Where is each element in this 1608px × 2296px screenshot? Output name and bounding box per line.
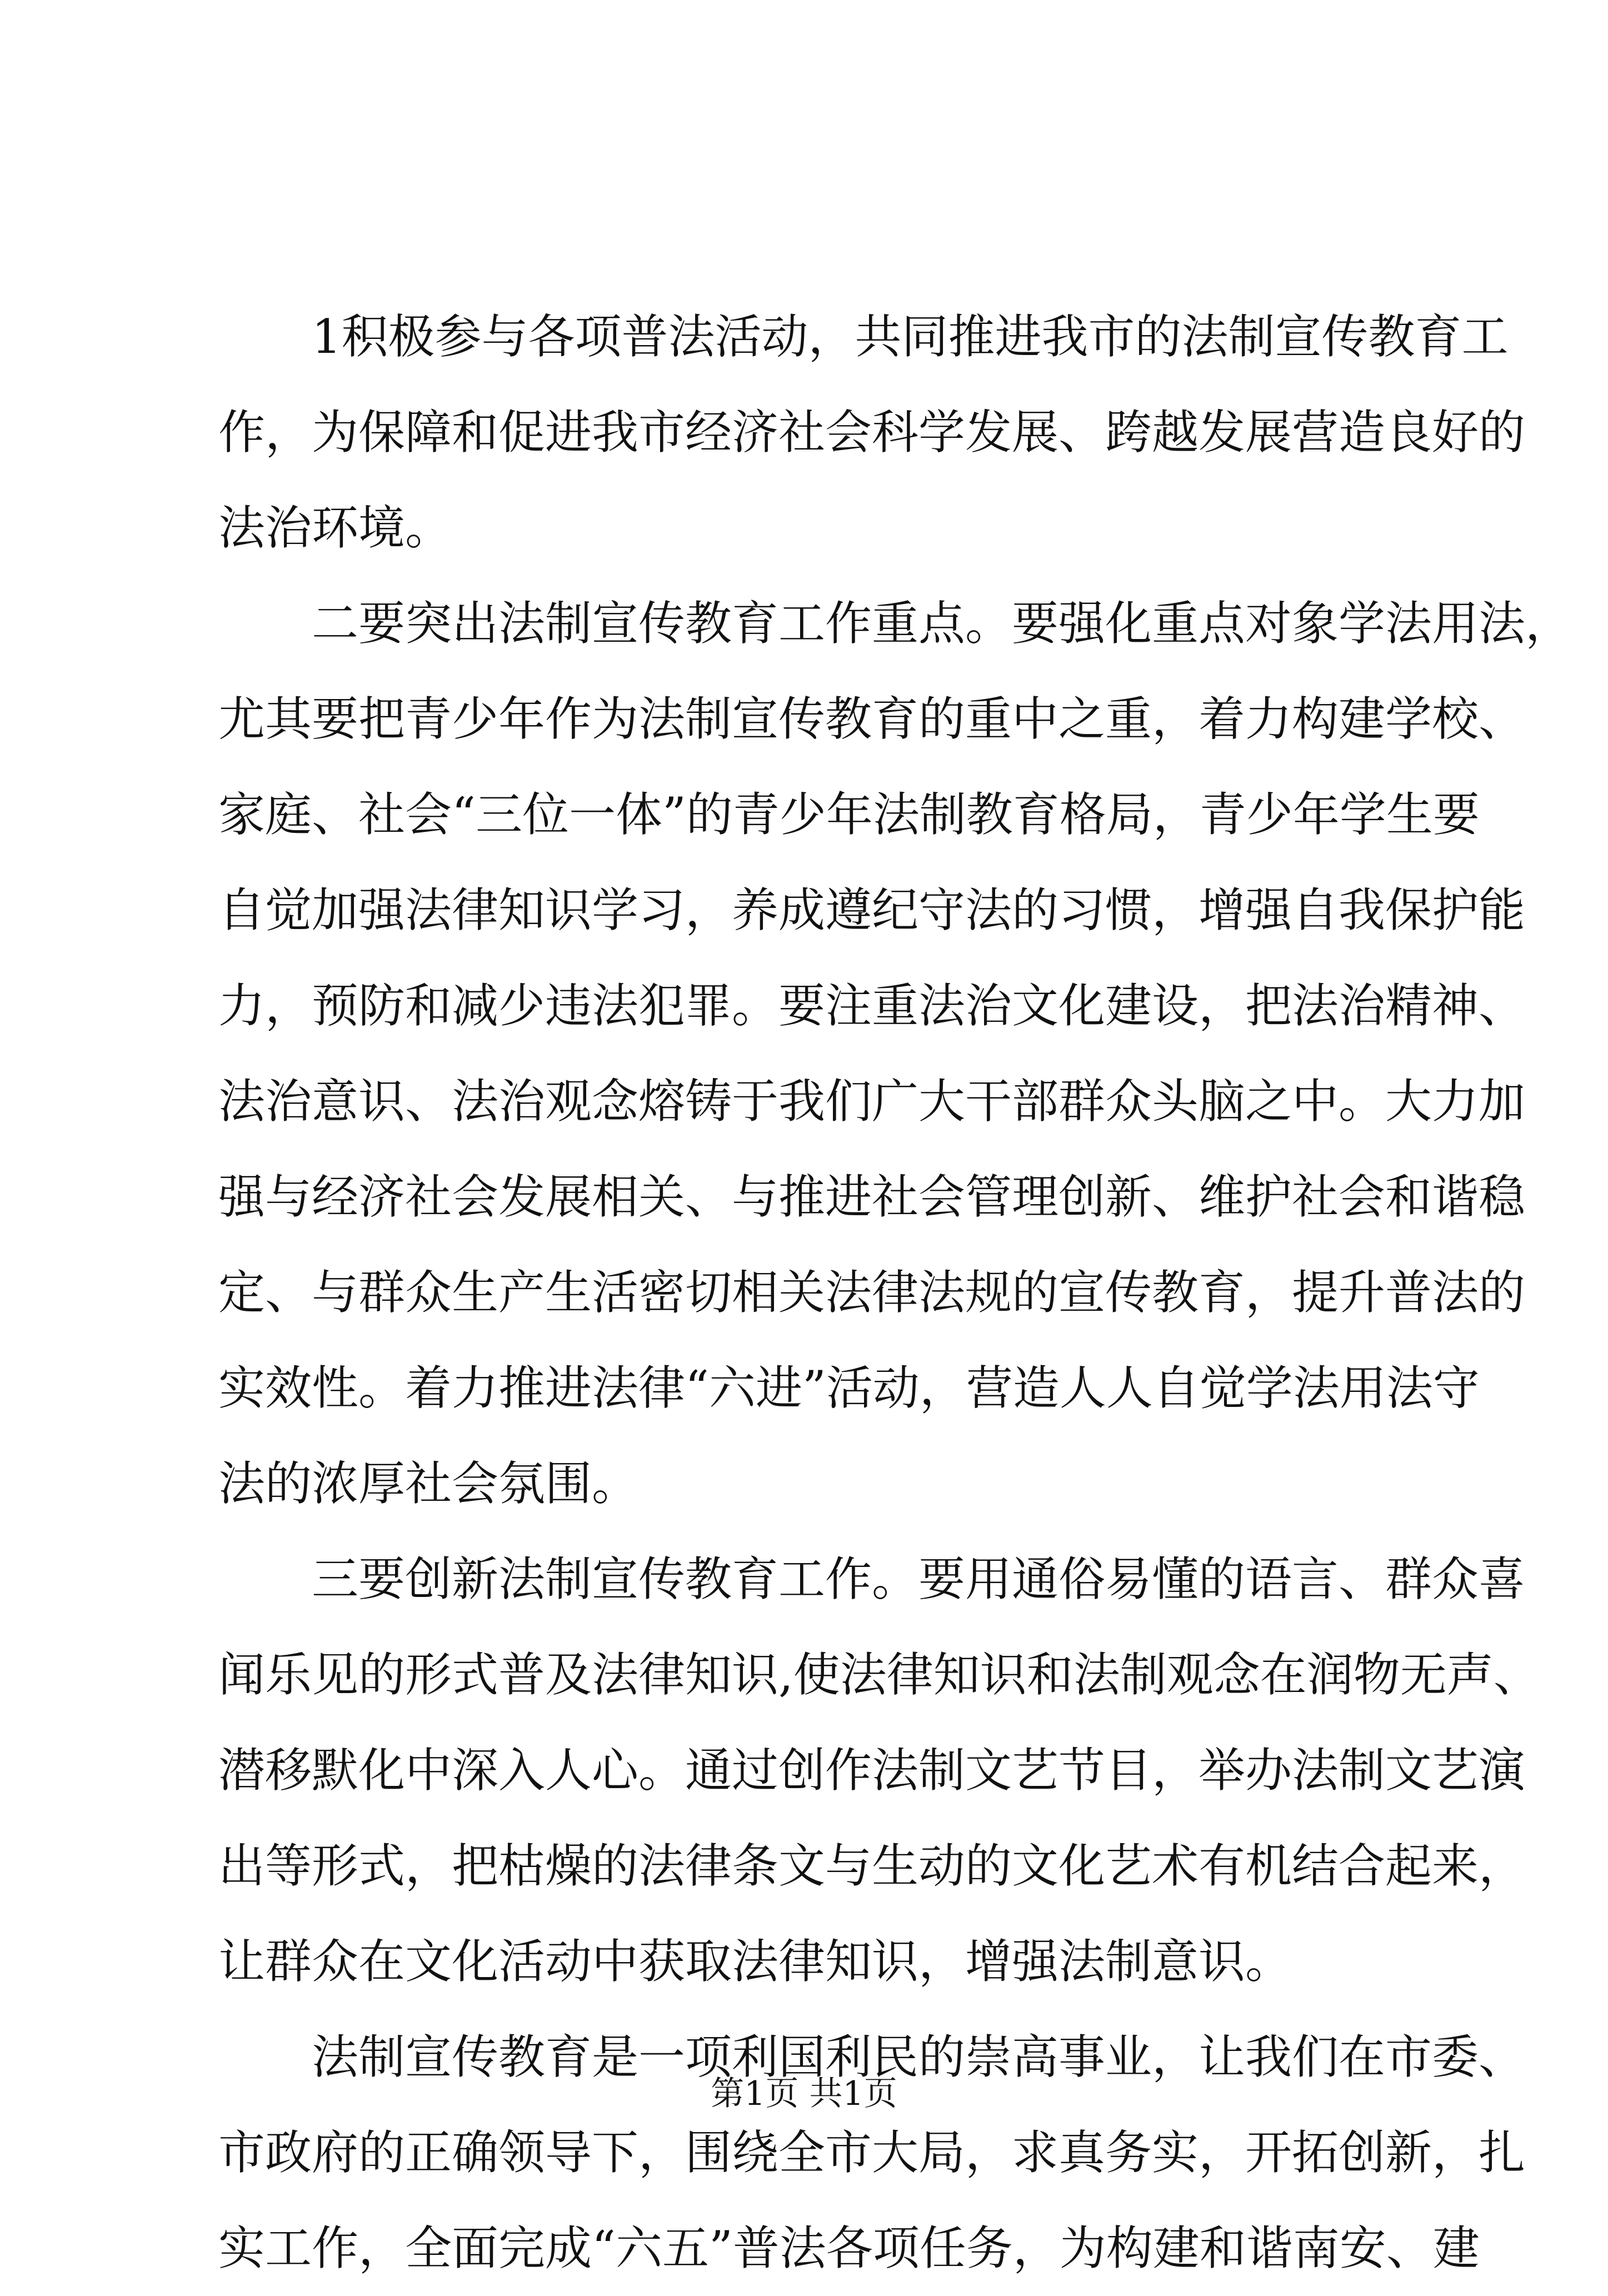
paragraph-line: 作，为保障和促进我市经济社会科学发展、跨越发展营造良好的 [218, 405, 1526, 460]
paragraph-line: 市政府的正确领导下，围绕全市大局，求真务实，开拓创新，扎 [218, 2125, 1526, 2180]
paragraph-line: 闻乐见的形式普及法律知识,使法律知识和法制观念在润物无声、 [218, 1648, 1540, 1702]
paragraph-line: 法制宣传教育是一项利国利民的崇高事业，让我们在市委、 [312, 2030, 1526, 2084]
paragraph-line: 1积极参与各项普法活动，共同推进我市的法制宣传教育工 [312, 310, 1509, 364]
paragraph-line: 强与经济社会发展相关、与推进社会管理创新、维护社会和谐稳 [218, 1170, 1526, 1224]
paragraph-line: 力，预防和减少违法犯罪。要注重法治文化建设，把法治精神、 [218, 979, 1526, 1033]
paragraph-line: 家庭、社会“三位一体”的青少年法制教育格局，青少年学生要 [218, 787, 1480, 842]
page-number: 第1页 共1页 [711, 2074, 897, 2113]
document-body [218, 289, 1572, 2296]
paragraph-line: 二要突出法制宣传教育工作重点。要强化重点对象学法用法， [312, 596, 1572, 651]
paragraph-line: 定、与群众生产生活密切相关法律法规的宣传教育，提升普法的 [218, 1265, 1526, 1320]
paragraph-line: 实效性。着力推进法律“六进”活动，营造人人自觉学法用法守 [218, 1361, 1480, 1415]
paragraph-line: 法治意识、法治观念熔铸于我们广大干部群众头脑之中。大力加 [218, 1074, 1526, 1129]
paragraph-line: 自觉加强法律知识学习，养成遵纪守法的习惯，增强自我保护能 [218, 883, 1526, 937]
paragraph-line: 法的浓厚社会氛围。 [218, 1456, 639, 1511]
paragraph-line: 法治环境。 [218, 501, 452, 555]
paragraph-line: 潜移默化中深入人心。通过创作法制文艺节目，举办法制文艺演 [218, 1743, 1526, 1798]
paragraph-line: 三要创新法制宣传教育工作。要用通俗易懂的语言、群众喜 [312, 1552, 1526, 1606]
paragraph-line: 让群众在文化活动中获取法律知识，增强法制意识。 [218, 1934, 1292, 1989]
paragraph-line: 实工作，全面完成“六五”普法各项任务，为构建和谐南安、建 [218, 2221, 1480, 2275]
paragraph-line: 出等形式，把枯燥的法律条文与生动的文化艺术有机结合起来， [218, 1839, 1526, 1893]
paragraph-line: 尤其要把青少年作为法制宣传教育的重中之重，着力构建学校、 [218, 692, 1526, 746]
